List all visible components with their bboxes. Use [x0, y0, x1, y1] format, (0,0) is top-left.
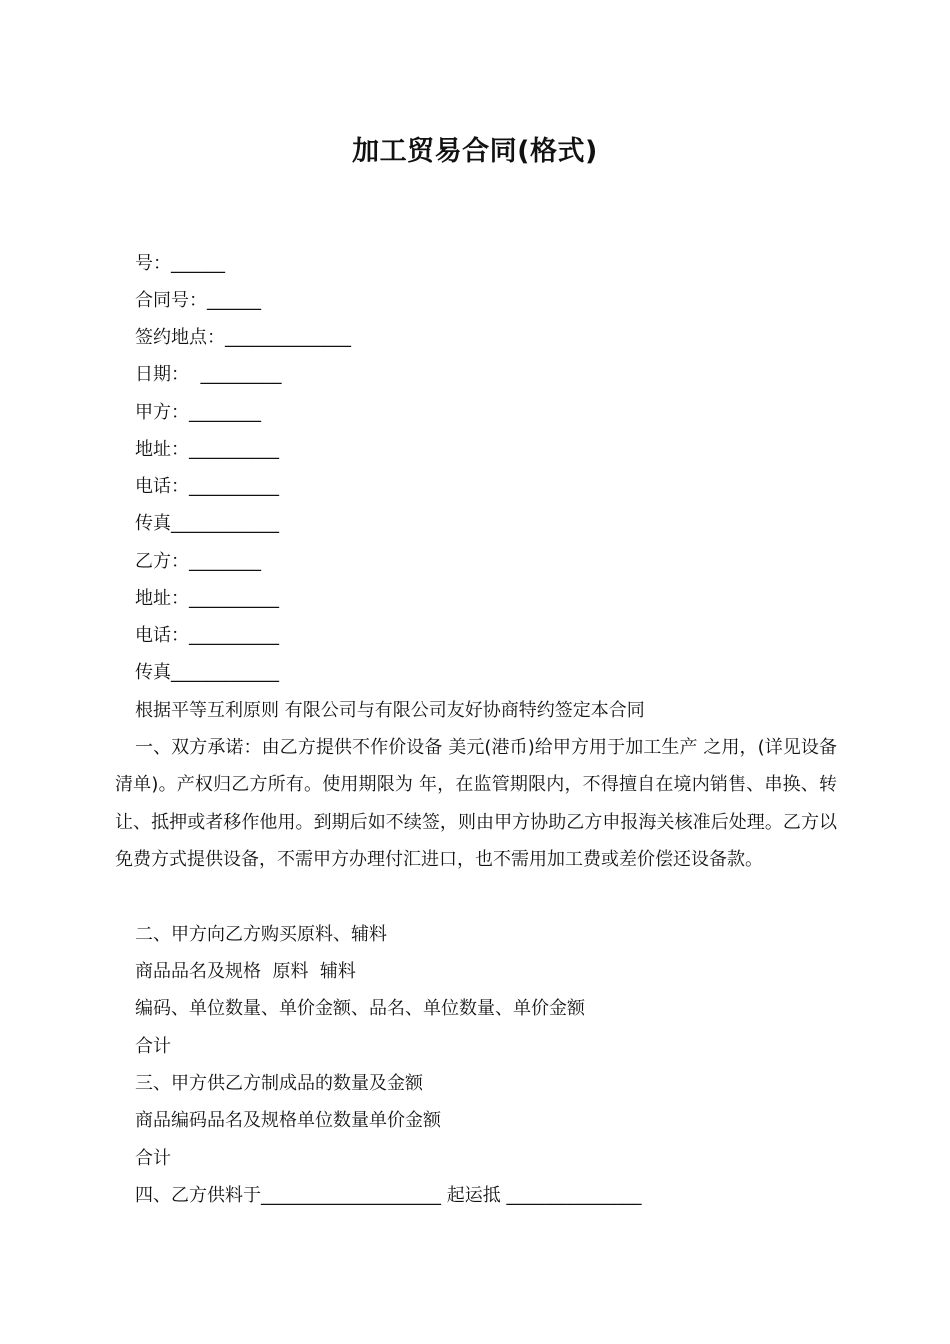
field-label: 号： [135, 253, 171, 274]
field-label: 签约地点： [135, 327, 225, 348]
intro-text: 根据平等互利原则 有限公司与有限公司友好协商特约签定本合同 [135, 700, 645, 721]
field-party-a-address [135, 437, 279, 463]
section-3-columns: 商品编码品名及规格单位数量单价金额 [135, 1110, 441, 1131]
field-label: 电话： [135, 476, 189, 497]
section-3-total: 合计 [135, 1148, 171, 1169]
document-title: 加工贸易合同(格式) [352, 136, 598, 167]
field-blank: __________ [189, 625, 279, 646]
field-blank: ________ [189, 551, 261, 572]
field-label: 传真 [135, 513, 171, 534]
field-label: 日期： [135, 364, 201, 385]
field-date [135, 362, 281, 388]
field-label: 乙方： [135, 551, 189, 572]
field-blank: __________ [189, 476, 279, 497]
section-4-prefix: 四、乙方供料于 [135, 1185, 261, 1206]
section-2-total: 合计 [135, 1036, 171, 1057]
section-4-middle: 起运抵 [441, 1185, 507, 1206]
field-blank: ________ [189, 402, 261, 423]
section-4-blank-origin: ____________________ [261, 1185, 441, 1206]
field-blank: ____________ [171, 513, 279, 534]
field-label: 合同号： [135, 290, 207, 311]
field-label: 甲方： [135, 402, 189, 423]
field-label: 传真 [135, 662, 171, 683]
field-blank: ____________ [171, 662, 279, 683]
field-party-a-fax [135, 511, 279, 537]
field-party-a [135, 400, 261, 426]
field-blank: _________ [200, 364, 282, 385]
field-party-b-address [135, 586, 279, 612]
section-2-columns: 编码、单位数量、单价金额、品名、单位数量、单价金额 [135, 998, 585, 1019]
field-label: 地址： [135, 439, 189, 460]
field-label: 电话： [135, 625, 189, 646]
field-label: 地址： [135, 588, 189, 609]
field-party-b-phone [135, 623, 279, 649]
field-party-b [135, 549, 261, 575]
field-sign-place [135, 325, 351, 351]
field-party-b-fax [135, 660, 279, 686]
field-contract-number [135, 288, 261, 314]
section-2-header: 商品品名及规格 原料 辅料 [135, 961, 356, 982]
section-1-paragraph: 一、双方承诺：由乙方提供不作价设备 美元(港币)给甲方用于加工生产 之用，(详见设备清单)。产权归乙方所有。使用期限为 年，在监管期限内，不得擅自在境内销售、串换、转让、抵押或者移作他用。到期后如不续签，则由甲方协助乙方申报海关核准后处理。乙方以免费方式提供设备，不需甲方办理付汇进口，也不需用加工费或差价偿还设备款。 [115, 737, 837, 870]
field-number [135, 251, 225, 277]
section-3-title: 三、甲方供乙方制成品的数量及金额 [135, 1073, 423, 1094]
field-blank: ______ [207, 290, 261, 311]
field-blank: ______ [171, 253, 225, 274]
section-4-blank-destination: _______________ [506, 1185, 642, 1206]
section-4-line [135, 1183, 641, 1209]
field-blank: __________ [189, 439, 279, 460]
field-blank: __________ [189, 588, 279, 609]
section-2-title: 二、甲方向乙方购买原料、辅料 [135, 924, 387, 945]
field-blank: ______________ [225, 327, 351, 348]
field-party-a-phone [135, 474, 279, 500]
